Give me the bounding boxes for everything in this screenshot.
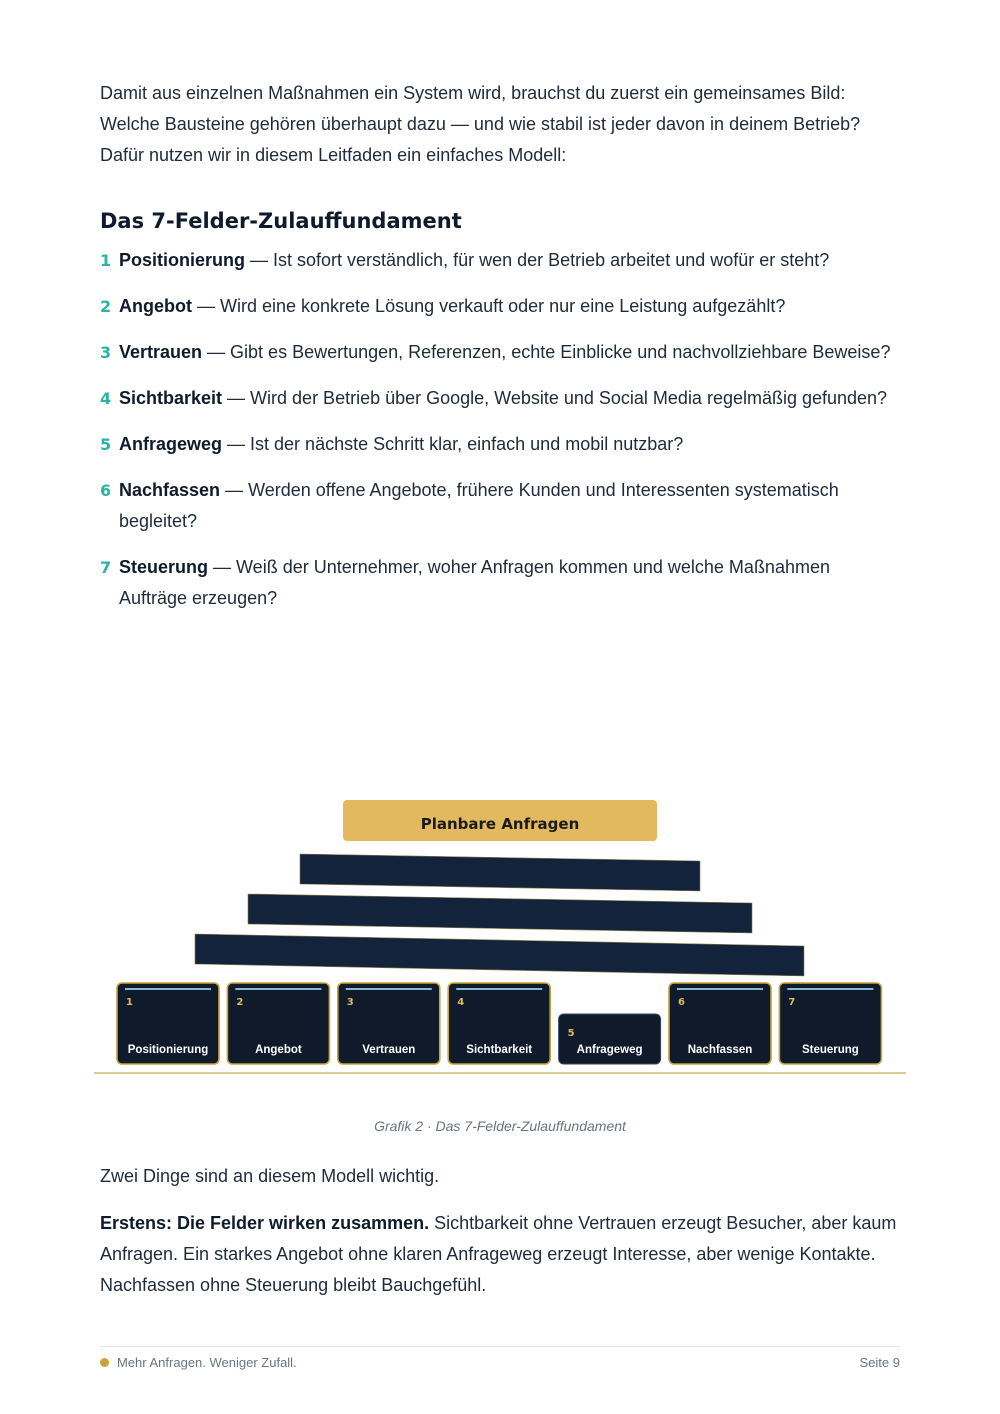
list-number: 3: [100, 343, 112, 362]
pillar-5: [559, 1014, 661, 1064]
outro-paragraph: [100, 1208, 900, 1301]
list-term: Angebot: [119, 296, 192, 316]
list-text: — Wird eine konkrete Lösung verkauft oder nur eine Leistung aufgezählt?: [191, 296, 786, 316]
list-term: Nachfassen: [119, 480, 221, 500]
pillar-label: Sichtbarkeit: [466, 1044, 533, 1056]
pillar-box: [559, 1014, 661, 1064]
list-number: 7: [100, 558, 112, 577]
pillar-label: Angebot: [255, 1044, 302, 1056]
list-text: — Wird der Betrieb über Google, Website und Social Media regelmäßig gefunden?: [222, 388, 888, 408]
outro-paragraph: Zwei Dinge sind an diesem Modell wichtig.: [100, 1166, 440, 1186]
list-text: — Gibt es Bewertungen, Referenzen, echte Einblicke und nachvollziehbare Beweise?: [202, 342, 891, 362]
pillar-number: 1: [126, 997, 133, 1008]
intro-line: Dafür nutzen wir in diesem Leitfaden ein einfaches Modell:: [100, 145, 567, 165]
list-item: [100, 245, 900, 276]
intro-line: Welche Bausteine gehören überhaupt dazu — und wie stabil ist jeder davon in deinem Betrieb?: [100, 114, 861, 134]
pillar-label: Anfrageweg: [576, 1044, 643, 1056]
pillar-number: 4: [457, 997, 465, 1008]
pillar-7: [779, 983, 881, 1064]
list-number: 5: [100, 435, 112, 454]
pillar-number: 7: [788, 997, 796, 1008]
pillar-3: [338, 983, 440, 1064]
list-item: [100, 383, 900, 414]
pillar-label: Positionierung: [127, 1044, 209, 1056]
pillar-1: [117, 983, 219, 1064]
pillar-6: [669, 983, 771, 1064]
list-item: [100, 552, 900, 614]
list-term: Vertrauen: [119, 342, 203, 362]
list-number: 4: [100, 389, 112, 408]
pillar-2: [227, 983, 329, 1064]
intro-paragraph: [100, 78, 900, 171]
pillar-number: 3: [346, 997, 354, 1008]
list-term: Steuerung: [119, 557, 209, 577]
field-list: [100, 245, 900, 614]
pillar-label: Steuerung: [801, 1044, 859, 1056]
figure-caption: Grafik 2 · Das 7-Felder-Zulauffundament: [374, 1118, 626, 1134]
tilted-beam-1: [300, 854, 700, 891]
list-item: [100, 429, 900, 460]
list-term: Anfrageweg: [119, 434, 223, 454]
list-number: 2: [100, 297, 112, 316]
page-number: Seite 9: [859, 1355, 900, 1370]
pillar-number: 2: [236, 997, 244, 1008]
intro-line: Damit aus einzelnen Maßnahmen ein System wird, brauchst du zuerst ein gemeinsames Bild:: [100, 83, 846, 103]
list-item: [100, 475, 900, 537]
list-number: 1: [100, 251, 112, 270]
top-block-label: Planbare Anfragen: [420, 815, 580, 833]
page-footer: [100, 1346, 900, 1370]
pillar-number: 6: [678, 997, 685, 1008]
footer-dot-icon: [100, 1358, 109, 1367]
list-term: Positionierung: [119, 250, 245, 270]
list-item: [100, 337, 900, 368]
tilted-beam-2: [248, 894, 752, 933]
foundation-diagram: [94, 790, 906, 1080]
pillar-label: Vertrauen: [362, 1044, 416, 1056]
outro-bold-lead: Erstens: Die Felder wirken zusammen.: [100, 1213, 430, 1233]
list-number: 6: [100, 481, 112, 500]
list-text: — Ist der nächste Schritt klar, einfach und mobil nutzbar?: [222, 434, 684, 454]
pillar-4: [448, 983, 550, 1064]
pillar-label: Nachfassen: [687, 1044, 753, 1056]
outro-text: [100, 1161, 900, 1317]
pillar-group: [117, 983, 881, 1064]
tilted-beam-3: [195, 934, 804, 976]
footer-tagline: Mehr Anfragen. Weniger Zufall.: [117, 1355, 297, 1370]
list-text: — Ist sofort verständlich, für wen der Betrieb arbeitet und wofür er steht?: [245, 250, 830, 270]
list-text: — Werden offene Angebote, frühere Kunden und Interessenten systematisch begleitet?: [119, 480, 839, 531]
list-text: — Weiß der Unternehmer, woher Anfragen kommen und welche Maßnahmen Aufträge erzeugen?: [119, 557, 830, 608]
list-item: [100, 291, 900, 322]
list-term: Sichtbarkeit: [119, 388, 223, 408]
foundation-diagram-svg: [94, 790, 906, 1080]
outro-rest: Sichtbarkeit ohne Vertrauen erzeugt Besucher, aber kaum Anfragen. Ein starkes Angebot ohne klaren Anfrageweg erzeugt Interesse, aber wenige Kontakte. Nachfassen ohne Steuerung bleibt Bauchgefühl.: [100, 1213, 897, 1295]
section-heading: Das 7-Felder-Zulauffundament: [100, 209, 462, 233]
pillar-number: 5: [567, 1028, 575, 1039]
